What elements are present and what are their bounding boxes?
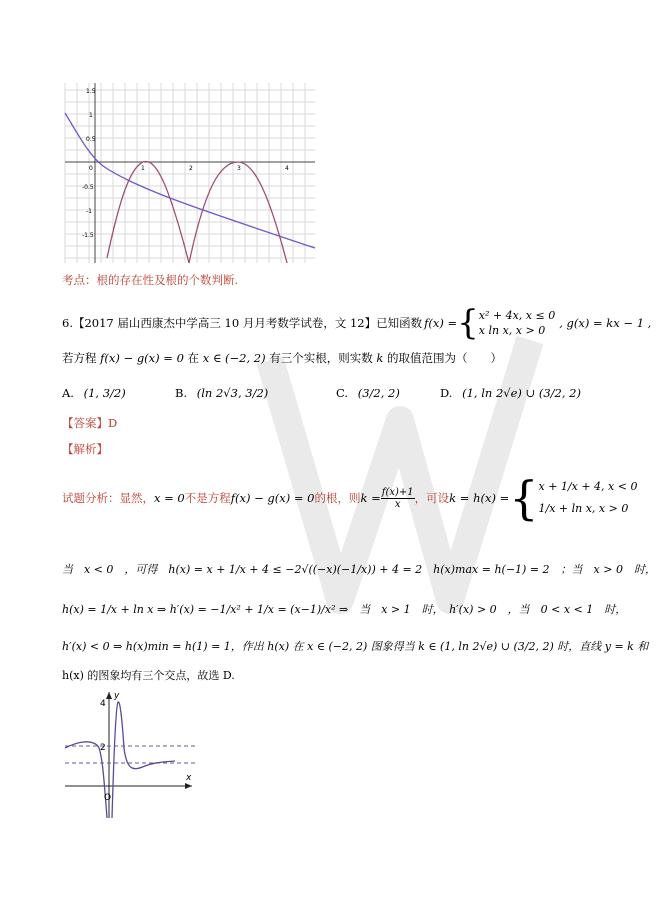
brace-icon: { bbox=[457, 303, 479, 343]
graph2-x-label: x bbox=[186, 773, 192, 783]
function-graph-1 bbox=[55, 78, 320, 268]
function-graph-2 bbox=[60, 688, 200, 823]
brace-icon: { bbox=[509, 471, 539, 525]
arrow-up-icon bbox=[106, 692, 112, 699]
frac-denominator: x bbox=[394, 498, 401, 510]
line2-domain: x ∈ (−2, 2) bbox=[202, 351, 266, 365]
solution-line-3: h(x) = 1/x + ln x ⇒ h′(x) = −1/x² + 1/x = (x−1)/x² ⇒ 当 x > 1 时， h′(x) > 0 ，当 0 < x < 1 时， bbox=[62, 603, 627, 616]
sol-l1-g: k = h(x) = bbox=[449, 491, 510, 505]
graph2-hx-curve bbox=[65, 702, 175, 818]
sol-l1-fraction bbox=[381, 487, 415, 510]
option-c-label: C. bbox=[336, 386, 349, 400]
problem-gx: , g(x) = kx − 1 , bbox=[559, 316, 652, 330]
graph2-tick-4: 4 bbox=[100, 699, 106, 709]
line2-text-c: 有三个实根，则实数 bbox=[269, 351, 373, 365]
sol-l1-b: x = 0 bbox=[154, 491, 185, 505]
solution-line-2: 当 x < 0 ，可得 h(x) = x + 1/x + 4 ≤ −2√((−x)(−1/x)) + 4 = 2 h(x)max = h(−1) = 2 ；当 x > 0 时， bbox=[62, 563, 656, 576]
answer-label: 【答案】D bbox=[62, 416, 118, 430]
graph1-ytick-6: -1.5 bbox=[82, 232, 94, 239]
graph1-xtick-3: 3 bbox=[237, 165, 241, 172]
option-c-value: (3/2, 2) bbox=[357, 386, 400, 400]
kaodian-note: 考点：根的存在性及根的个数判断. bbox=[62, 273, 239, 287]
option-a-label: A. bbox=[62, 386, 74, 400]
graph1-origin: 0 bbox=[89, 165, 93, 172]
sol-l1-f: ，可设 bbox=[414, 491, 450, 505]
graph1-xtick-4: 4 bbox=[285, 165, 289, 172]
sol-l1-c: 不是方程 bbox=[184, 491, 231, 505]
graph1-ytick-1: 1.5 bbox=[86, 88, 96, 95]
fx-cases bbox=[479, 308, 555, 338]
frac-numerator: f(x)+1 bbox=[381, 486, 414, 498]
hx-cases bbox=[539, 476, 638, 520]
option-b-value: (ln 2√3, 3/2) bbox=[196, 386, 269, 400]
line2-text-d: 的取值范围为（ ） bbox=[387, 351, 503, 365]
option-a-value: (1, 3/2) bbox=[83, 386, 126, 400]
option-c bbox=[336, 385, 400, 401]
option-b bbox=[175, 385, 268, 401]
graph2-origin: O bbox=[104, 793, 112, 803]
option-d-label: D. bbox=[440, 386, 453, 400]
problem-prefix: 6.【2017 届山西康杰中学高三 10 月月考数学试卷，文 12】已知函数 bbox=[62, 316, 423, 330]
problem-fx: f(x) = bbox=[424, 316, 458, 330]
line2-k: k bbox=[376, 351, 384, 365]
arrow-right-icon bbox=[185, 783, 192, 789]
line2-equation: f(x) − g(x) = 0 bbox=[100, 351, 184, 365]
graph1-ytick-4: -0.5 bbox=[82, 184, 94, 191]
solution-line-4: h′(x) < 0 ⇒ h(x)min = h(1) = 1，作出 h(x) 在 x ∈ (−2, 2) 图象得当 k ∈ (1, ln 2√e) ∪ (3/2, 2) 时，直线 y = k 和 bbox=[62, 640, 649, 653]
graph1-ytick-3: 0.5 bbox=[86, 136, 96, 143]
problem-line-1 bbox=[62, 303, 652, 343]
line2-text-a: 若方程 bbox=[62, 351, 97, 365]
graph1-ytick-5: -1 bbox=[86, 208, 92, 215]
graph1-ytick-2: 1 bbox=[89, 112, 93, 119]
line2-text-b: 在 bbox=[187, 351, 200, 365]
fx-case-1: x² + 4x, x ≤ 0 bbox=[478, 309, 556, 322]
analysis-label: 【解析】 bbox=[62, 442, 108, 456]
hx-case-2: 1/x + ln x, x > 0 bbox=[538, 502, 629, 515]
option-b-label: B. bbox=[175, 386, 188, 400]
graph1-xtick-1: 1 bbox=[141, 165, 145, 172]
solution-line-5: h(x) 的图象均有三个交点，故选 D. bbox=[62, 669, 235, 682]
option-d-value: (1, ln 2√e) ∪ (3/2, 2) bbox=[462, 386, 581, 400]
sol-l1-k: k = bbox=[360, 491, 381, 505]
hx-case-1: x + 1/x + 4, x < 0 bbox=[538, 480, 638, 493]
problem-line-2 bbox=[62, 350, 502, 366]
option-a bbox=[62, 385, 126, 401]
solution-line-1 bbox=[62, 470, 637, 526]
graph2-tick-2: 2 bbox=[100, 743, 106, 753]
sol-l1-d: f(x) − g(x) = 0 bbox=[230, 491, 315, 505]
sol-l1-a: 试题分析：显然， bbox=[62, 491, 154, 505]
option-d bbox=[440, 385, 581, 401]
graph1-xtick-2: 2 bbox=[189, 165, 193, 172]
sol-l1-e: 的根，则 bbox=[314, 491, 361, 505]
fx-case-2: x ln x, x > 0 bbox=[478, 324, 546, 337]
graph2-y-label: y bbox=[114, 691, 120, 701]
